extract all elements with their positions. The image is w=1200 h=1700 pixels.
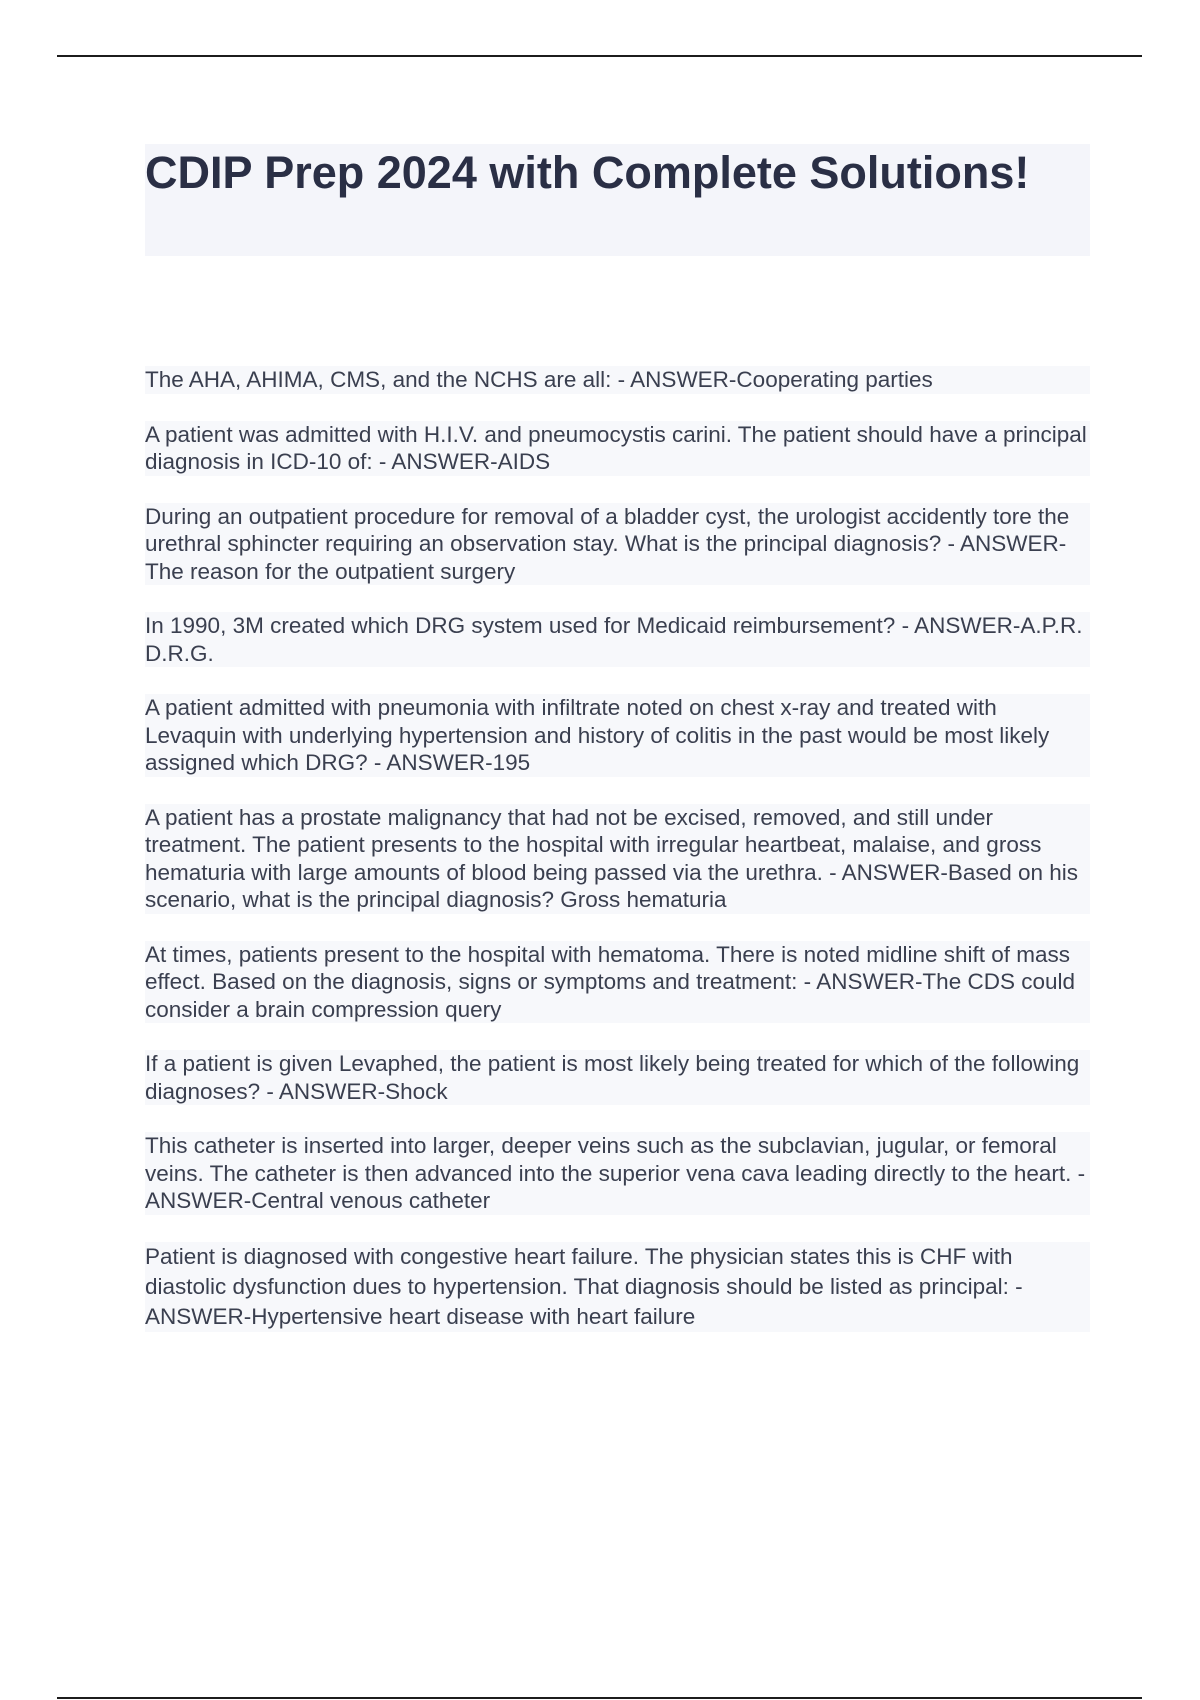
qa-item: A patient has a prostate malignancy that had not be excised, removed, and still under treatment. The patient presents to the hospital with irregular heartbeat, malaise, and gross hematuria with large amounts of blood being passed via the urethra. - ANSWER-Based on his scenario, what is the principal diagnosis? Gross hematuria: [145, 804, 1090, 914]
qa-item: During an outpatient procedure for removal of a bladder cyst, the urologist accidently tore the urethral sphincter requiring an observation stay. What is the principal diagnosis? - ANSWER-The reason for the outpatient surgery: [145, 503, 1090, 586]
qa-list: [145, 366, 1090, 1359]
bottom-divider: [57, 1697, 1142, 1699]
qa-item: If a patient is given Levaphed, the patient is most likely being treated for which of the following diagnoses? - ANSWER-Shock: [145, 1050, 1090, 1105]
qa-item: In 1990, 3M created which DRG system used for Medicaid reimbursement? - ANSWER-A.P.R. D.R.G.: [145, 612, 1090, 667]
qa-item: At times, patients present to the hospital with hematoma. There is noted midline shift of mass effect. Based on the diagnosis, signs or symptoms and treatment: - ANSWER-The CDS could consider a brain compression query: [145, 941, 1090, 1024]
page-title: CDIP Prep 2024 with Complete Solutions!: [145, 147, 1030, 198]
qa-item: A patient was admitted with H.I.V. and pneumocystis carini. The patient should have a principal diagnosis in ICD-10 of: - ANSWER-AIDS: [145, 421, 1090, 476]
qa-item: The AHA, AHIMA, CMS, and the NCHS are all: - ANSWER-Cooperating parties: [145, 366, 1090, 394]
qa-item: Patient is diagnosed with congestive heart failure. The physician states this is CHF with diastolic dysfunction dues to hypertension. That diagnosis should be listed as principal: - ANSWER-Hypertensive heart disease with heart failure: [145, 1242, 1090, 1332]
qa-item: This catheter is inserted into larger, deeper veins such as the subclavian, jugular, or femoral veins. The catheter is then advanced into the superior vena cava leading directly to the heart. - ANSWER-Central venous catheter: [145, 1132, 1090, 1215]
qa-item: A patient admitted with pneumonia with infiltrate noted on chest x-ray and treated with Levaquin with underlying hypertension and history of colitis in the past would be most likely assigned which DRG? - ANSWER-195: [145, 694, 1090, 777]
title-block: [145, 144, 1090, 256]
top-divider: [57, 55, 1142, 57]
